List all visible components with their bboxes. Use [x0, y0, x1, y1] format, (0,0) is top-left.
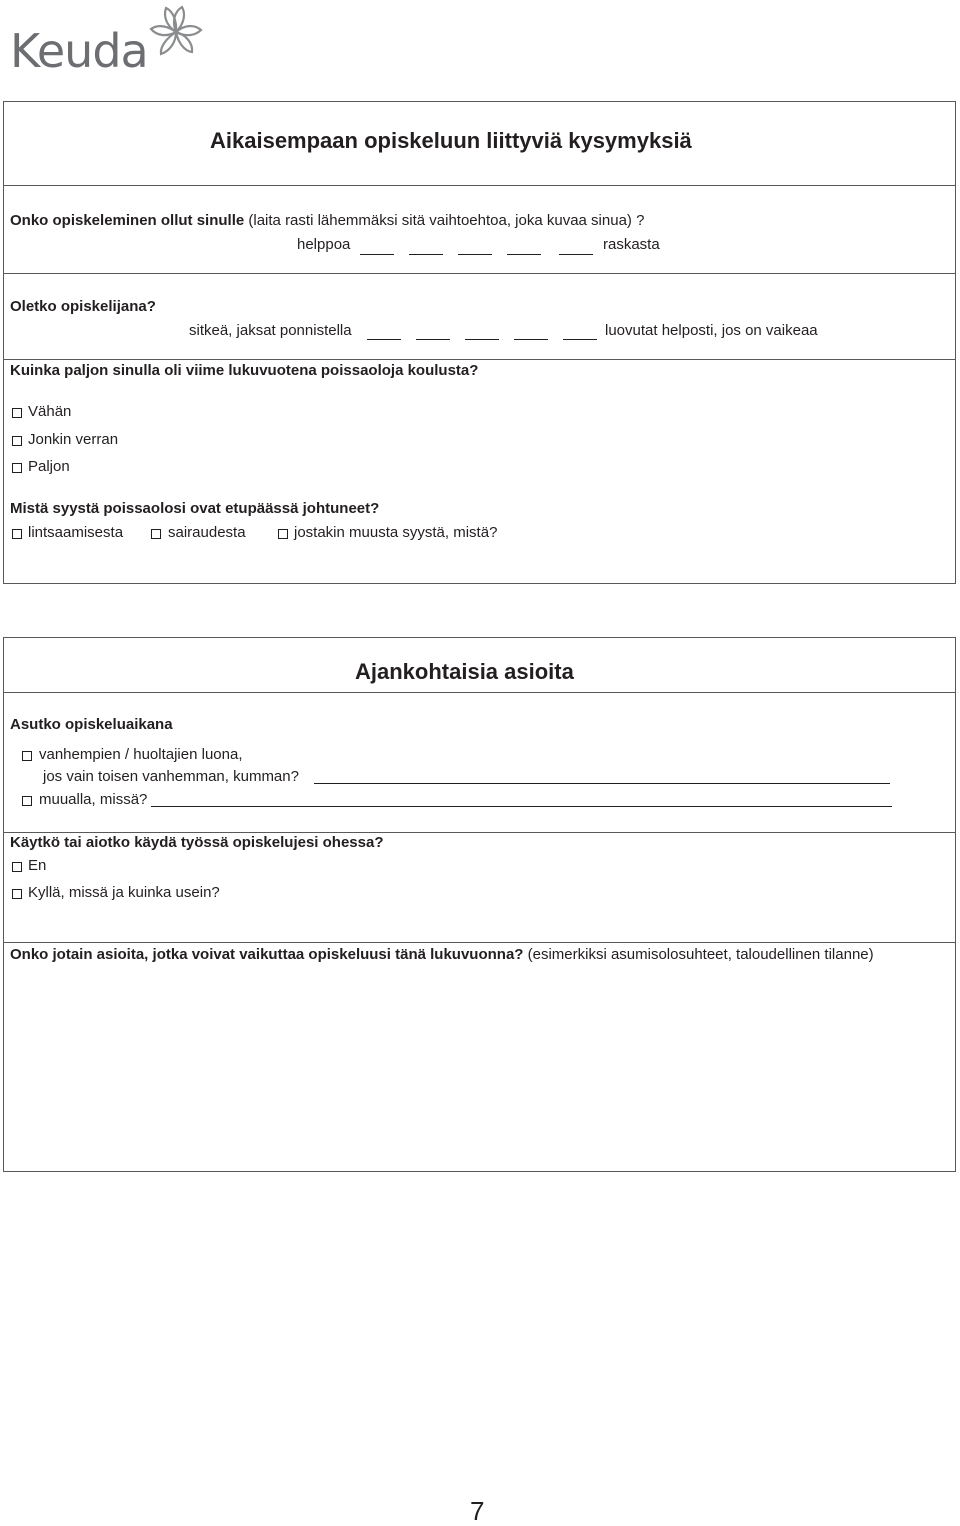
page-number: 7 [470, 1496, 485, 1526]
scale-blank-3[interactable] [465, 339, 499, 340]
checkbox-paljon[interactable] [12, 463, 22, 473]
scale-blank-2[interactable] [416, 339, 450, 340]
checkbox-kylla[interactable] [12, 889, 22, 899]
checkbox-muualla[interactable] [22, 796, 32, 806]
option-label: Paljon [28, 458, 70, 475]
answer-line-kumman[interactable] [314, 783, 890, 784]
scale-blank-2[interactable] [409, 254, 443, 255]
question-student-type: Oletko opiskelijana? [10, 298, 156, 315]
divider [3, 185, 956, 186]
option-label: lintsaamisesta [28, 524, 124, 541]
section-title: Ajankohtaisia asioita [355, 659, 574, 684]
scale-right-label: luovutat helposti, jos on vaikeaa [605, 322, 818, 339]
logo [8, 4, 208, 76]
scale-blank-1[interactable] [360, 254, 394, 255]
question-living: Asutko opiskeluaikana [10, 716, 173, 733]
question-studying-difficulty [10, 212, 644, 230]
scale-blank-5[interactable] [563, 339, 597, 340]
checkbox-vanhempien-luona[interactable] [22, 751, 32, 761]
option-label: Kyllä, missä ja kuinka usein? [28, 884, 220, 901]
divider [3, 273, 956, 274]
option-label: Jonkin verran [28, 431, 119, 448]
question-label: Onko opiskeleminen ollut sinulle [10, 212, 245, 229]
logo-text: Keuda [10, 24, 148, 78]
scale-blank-4[interactable] [507, 254, 541, 255]
question-absence-reason: Mistä syystä poissaolosi ovat etupäässä johtuneet? [10, 500, 380, 517]
answer-area[interactable] [6, 970, 952, 1168]
checkbox-lintsaamisesta[interactable] [12, 529, 22, 539]
checkbox-jonkin-verran[interactable] [12, 436, 22, 446]
option-label: Vähän [28, 403, 72, 420]
divider [3, 359, 956, 360]
question-affecting-factors [10, 946, 874, 964]
scale-blank-3[interactable] [458, 254, 492, 255]
pinwheel-icon [148, 4, 204, 60]
scale-right-label: raskasta [603, 236, 660, 253]
option-label: jostakin muusta syystä, mistä? [294, 524, 498, 541]
scale-left-label: sitkeä, jaksat ponnistella [189, 322, 352, 339]
scale-blank-4[interactable] [514, 339, 548, 340]
checkbox-vahan[interactable] [12, 408, 22, 418]
checkbox-en[interactable] [12, 862, 22, 872]
question-absences: Kuinka paljon sinulla oli viime lukuvuotena poissaoloja koulusta? [10, 362, 479, 379]
answer-line-missa[interactable] [151, 806, 892, 807]
section-title: Aikaisempaan opiskeluun liittyviä kysymyksiä [210, 128, 692, 153]
checkbox-muu-syy[interactable] [278, 529, 288, 539]
option-sublabel: jos vain toisen vanhemman, kumman? [43, 768, 299, 785]
scale-blank-1[interactable] [367, 339, 401, 340]
option-label: sairaudesta [168, 524, 246, 541]
question-work: Käytkö tai aiotko käydä työssä opiskelujesi ohessa? [10, 834, 384, 851]
divider [3, 942, 956, 943]
question-label: Onko jotain asioita, jotka voivat vaikuttaa opiskeluusi tänä lukuvuonna? [10, 946, 524, 963]
checkbox-sairaudesta[interactable] [151, 529, 161, 539]
option-label: muualla, missä? [39, 791, 148, 808]
divider [3, 692, 956, 693]
option-label: vanhempien / huoltajien luona, [39, 746, 243, 763]
option-label: En [28, 857, 47, 874]
scale-left-label: helppoa [297, 236, 351, 253]
scale-blank-5[interactable] [559, 254, 593, 255]
divider [3, 832, 956, 833]
question-hint: (laita rasti lähemmäksi sitä vaihtoehtoa, joka kuvaa sinua) ? [244, 212, 645, 229]
question-hint: (esimerkiksi asumisolosuhteet, taloudellinen tilanne) [523, 946, 874, 963]
